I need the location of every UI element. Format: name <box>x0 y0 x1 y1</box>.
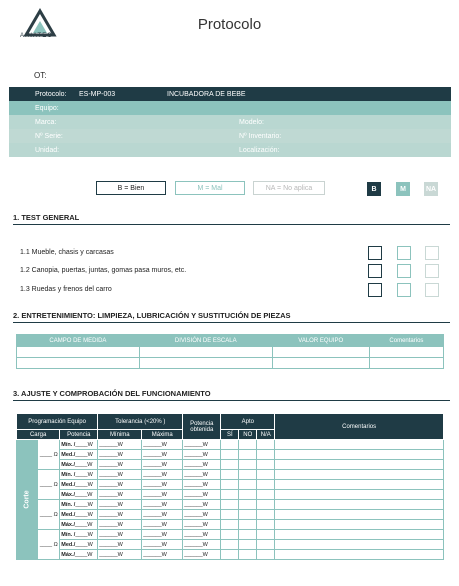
row-value: ____W <box>75 451 93 458</box>
maxima-cell[interactable]: ______W <box>142 510 183 520</box>
legend-bien: B = Bien <box>96 181 166 195</box>
apto-no-cell[interactable] <box>239 530 257 540</box>
comentarios-cell[interactable] <box>275 500 444 510</box>
row-label: Máx./ <box>61 521 76 528</box>
minima-cell[interactable]: ______W <box>98 510 142 520</box>
comentarios-cell[interactable] <box>275 450 444 460</box>
equipment-info <box>9 87 451 157</box>
legend-square-m: M <box>396 182 410 196</box>
apto-na-cell[interactable] <box>257 550 275 560</box>
apto-na-cell[interactable] <box>257 490 275 500</box>
comentarios-cell[interactable] <box>275 520 444 530</box>
table-row <box>17 500 444 510</box>
row-label: Med./ <box>61 481 76 488</box>
apto-si-cell[interactable] <box>221 480 239 490</box>
table-row <box>17 450 444 460</box>
row-label: Máx./ <box>61 461 76 468</box>
apto-na-cell[interactable] <box>257 510 275 520</box>
maintenance-table <box>16 334 444 369</box>
legend-square-na: NA <box>424 182 438 196</box>
table-cell[interactable] <box>139 347 272 358</box>
apto-na-cell[interactable] <box>257 450 275 460</box>
apto-no-cell[interactable] <box>239 510 257 520</box>
load-ohm-field[interactable]: ____ Ω <box>38 530 60 560</box>
potencia-obtenida-cell[interactable]: ______W <box>183 490 221 500</box>
marca-label: Marca: <box>35 118 57 126</box>
maxima-cell[interactable]: ______W <box>142 530 183 540</box>
table-row <box>17 510 444 520</box>
row-label: Mín. / <box>61 441 76 448</box>
checkbox-m-3[interactable] <box>397 283 411 297</box>
header-tolerancia: Tolerancia (<20% ) <box>98 414 183 430</box>
table-row <box>17 440 444 450</box>
potencia-cell[interactable] <box>60 460 98 470</box>
row-label: Med./ <box>61 451 76 458</box>
equipo-label: Equipo: <box>35 104 59 112</box>
serie-row[interactable] <box>9 129 451 143</box>
comentarios-cell[interactable] <box>275 510 444 520</box>
apto-na-cell[interactable] <box>257 470 275 480</box>
apto-na-cell[interactable] <box>257 530 275 540</box>
row-value: ____W <box>75 531 93 538</box>
comentarios-cell[interactable] <box>275 530 444 540</box>
header-na: N/A <box>257 430 275 440</box>
legend-square-b: B <box>367 182 381 196</box>
corte-text: Corte <box>23 490 31 509</box>
apto-si-cell[interactable] <box>221 470 239 480</box>
apto-na-cell[interactable] <box>257 460 275 470</box>
apto-no-cell[interactable] <box>239 540 257 550</box>
minima-cell[interactable]: ______W <box>98 530 142 540</box>
comentarios-cell[interactable] <box>275 550 444 560</box>
apto-si-cell[interactable] <box>221 500 239 510</box>
checkbox-b-2[interactable] <box>368 264 382 278</box>
minima-cell[interactable]: ______W <box>98 490 142 500</box>
header-apto: Apto <box>221 414 275 430</box>
potencia-obtenida-cell[interactable]: ______W <box>183 530 221 540</box>
apto-si-cell[interactable] <box>221 450 239 460</box>
maxima-cell[interactable]: ______W <box>142 440 183 450</box>
maxima-cell[interactable]: ______W <box>142 500 183 510</box>
potencia-obtenida-cell[interactable]: ______W <box>183 480 221 490</box>
apto-no-cell[interactable] <box>239 550 257 560</box>
potencia-obtenida-cell[interactable]: ______W <box>183 470 221 480</box>
potencia-obtenida-cell[interactable]: ______W <box>183 550 221 560</box>
maxima-cell[interactable]: ______W <box>142 480 183 490</box>
col-campo-medida: CAMPO DE MEDIDA <box>17 335 140 347</box>
header-no: NO <box>239 430 257 440</box>
item-ruedas: 1.3 Ruedas y frenos del carro <box>20 286 112 293</box>
maxima-cell[interactable]: ______W <box>142 450 183 460</box>
maxima-cell[interactable]: ______W <box>142 520 183 530</box>
row-value: ____W <box>75 521 93 528</box>
table-row <box>17 530 444 540</box>
table-row <box>17 540 444 550</box>
apto-si-cell[interactable] <box>221 510 239 520</box>
comentarios-cell[interactable] <box>275 470 444 480</box>
row-value: ____W <box>75 491 93 498</box>
table-row <box>17 358 444 369</box>
maxima-cell[interactable]: ______W <box>142 540 183 550</box>
unidad-row[interactable] <box>9 143 451 157</box>
legend-mal: M = Mal <box>175 181 245 195</box>
inventario-label: Nº Inventario: <box>239 132 282 140</box>
checkbox-m-1[interactable] <box>397 246 411 260</box>
row-label: Mín. / <box>61 501 76 508</box>
row-value: ____W <box>75 501 93 508</box>
table-row <box>17 490 444 500</box>
minima-cell[interactable]: ______W <box>98 450 142 460</box>
apto-si-cell[interactable] <box>221 550 239 560</box>
comentarios-cell[interactable] <box>275 540 444 550</box>
comentarios-cell[interactable] <box>275 490 444 500</box>
minima-cell[interactable]: ______W <box>98 500 142 510</box>
minima-cell[interactable]: ______W <box>98 480 142 490</box>
logo-text: AINATEC <box>20 33 53 39</box>
table-row <box>17 470 444 480</box>
page-title: Protocolo <box>197 16 262 33</box>
comentarios-cell[interactable] <box>275 480 444 490</box>
item-canopia: 1.2 Canopia, puertas, juntas, gomas pasa muros, etc. <box>20 267 187 274</box>
apto-no-cell[interactable] <box>239 460 257 470</box>
potencia-cell[interactable] <box>60 530 98 540</box>
apto-si-cell[interactable] <box>221 520 239 530</box>
potencia-obtenida-cell[interactable]: ______W <box>183 460 221 470</box>
row-value: ____W <box>75 511 93 518</box>
potencia-obtenida-cell[interactable]: ______W <box>183 520 221 530</box>
apto-no-cell[interactable] <box>239 500 257 510</box>
apto-si-cell[interactable] <box>221 530 239 540</box>
maxima-cell[interactable]: ______W <box>142 490 183 500</box>
equipment-name: INCUBADORA DE BEBE <box>167 90 246 98</box>
potencia-cell[interactable] <box>60 450 98 460</box>
table-cell[interactable] <box>17 358 140 369</box>
checkbox-na-1[interactable] <box>425 246 439 260</box>
potencia-cell[interactable] <box>60 520 98 530</box>
minima-cell[interactable]: ______W <box>98 550 142 560</box>
potencia-cell[interactable] <box>60 440 98 450</box>
maxima-cell[interactable]: ______W <box>142 550 183 560</box>
header-minima: Mínima <box>98 430 142 440</box>
checkbox-b-3[interactable] <box>368 283 382 297</box>
header-carga: Carga <box>17 430 60 440</box>
col-comentarios: Comentarios <box>369 335 443 347</box>
minima-cell[interactable]: ______W <box>98 520 142 530</box>
apto-no-cell[interactable] <box>239 520 257 530</box>
protocol-code: ES-MP-003 <box>79 90 116 98</box>
modelo-label: Modelo: <box>239 118 264 126</box>
apto-na-cell[interactable] <box>257 520 275 530</box>
minima-cell[interactable]: ______W <box>98 460 142 470</box>
table-cell[interactable] <box>369 347 443 358</box>
apto-si-cell[interactable] <box>221 540 239 550</box>
maxima-cell[interactable]: ______W <box>142 470 183 480</box>
potencia-cell[interactable] <box>60 510 98 520</box>
row-label: Med./ <box>61 541 76 548</box>
comentarios-cell[interactable] <box>275 460 444 470</box>
item-mueble: 1.1 Mueble, chasis y carcasas <box>20 249 114 256</box>
header-comentarios: Comentarios <box>275 414 444 440</box>
checkbox-na-2[interactable] <box>425 264 439 278</box>
apto-si-cell[interactable] <box>221 490 239 500</box>
load-ohm-field[interactable]: ____ Ω <box>38 500 60 530</box>
potencia-obtenida-cell[interactable]: ______W <box>183 500 221 510</box>
localizacion-label: Localización: <box>239 146 280 154</box>
potencia-cell[interactable] <box>60 490 98 500</box>
table-row <box>17 550 444 560</box>
col-valor-equipo: VALOR EQUIPO <box>272 335 369 347</box>
apto-na-cell[interactable] <box>257 440 275 450</box>
header-potencia-obtenida: Potencia obtenida <box>183 414 221 440</box>
apto-si-cell[interactable] <box>221 460 239 470</box>
row-value: ____W <box>75 461 93 468</box>
header-maxima: Máxima <box>142 430 183 440</box>
table-cell[interactable] <box>272 358 369 369</box>
load-ohm-field[interactable]: ____ Ω <box>38 440 60 470</box>
table-row <box>17 347 444 358</box>
section-entretenimiento-title: 2. ENTRETENIMIENTO: LIMPIEZA, LUBRICACIÓN Y SUSTITUCIÓN DE PIEZAS <box>13 311 450 323</box>
apto-no-cell[interactable] <box>239 470 257 480</box>
table-cell[interactable] <box>369 358 443 369</box>
row-value: ____W <box>75 441 93 448</box>
apto-no-cell[interactable] <box>239 490 257 500</box>
col-division-escala: DIVISIÓN DE ESCALA <box>139 335 272 347</box>
apto-si-cell[interactable] <box>221 440 239 450</box>
row-value: ____W <box>75 471 93 478</box>
checkbox-m-2[interactable] <box>397 264 411 278</box>
potencia-cell[interactable] <box>60 480 98 490</box>
table-cell[interactable] <box>139 358 272 369</box>
minima-cell[interactable]: ______W <box>98 440 142 450</box>
power-test-table <box>16 413 444 560</box>
table-row <box>17 520 444 530</box>
potencia-obtenida-cell[interactable]: ______W <box>183 450 221 460</box>
header-programacion: Programación Equipo <box>17 414 98 430</box>
potencia-obtenida-cell[interactable]: ______W <box>183 540 221 550</box>
potencia-cell[interactable] <box>60 500 98 510</box>
minima-cell[interactable]: ______W <box>98 540 142 550</box>
potencia-cell[interactable] <box>60 540 98 550</box>
unidad-label: Unidad: <box>35 146 60 154</box>
table-row <box>17 460 444 470</box>
protocol-row <box>9 87 451 101</box>
potencia-cell[interactable] <box>60 470 98 480</box>
apto-na-cell[interactable] <box>257 480 275 490</box>
table-row <box>17 480 444 490</box>
ot-label: OT: <box>34 71 47 80</box>
checkbox-na-3[interactable] <box>425 283 439 297</box>
potencia-obtenida-cell[interactable]: ______W <box>183 510 221 520</box>
serie-label: Nº Serie: <box>35 132 63 140</box>
section-test-general-title: 1. TEST GENERAL <box>13 213 450 225</box>
row-value: ____W <box>75 481 93 488</box>
header-potencia: Potencia <box>60 430 98 440</box>
protocol-label: Protocolo: <box>35 90 67 98</box>
header-si: SÍ <box>221 430 239 440</box>
load-ohm-field[interactable]: ____ Ω <box>38 470 60 500</box>
minima-cell[interactable]: ______W <box>98 470 142 480</box>
potencia-cell[interactable] <box>60 550 98 560</box>
apto-na-cell[interactable] <box>257 500 275 510</box>
row-value: ____W <box>75 551 93 558</box>
row-label: Mín. / <box>61 531 76 538</box>
potencia-obtenida-cell[interactable]: ______W <box>183 440 221 450</box>
marca-row[interactable] <box>9 115 451 129</box>
row-label: Máx./ <box>61 551 76 558</box>
apto-na-cell[interactable] <box>257 540 275 550</box>
row-label: Máx./ <box>61 491 76 498</box>
legend-na: NA = No aplica <box>253 181 325 195</box>
row-value: ____W <box>75 541 93 548</box>
row-label: Mín. / <box>61 471 76 478</box>
corte-label <box>17 440 38 560</box>
checkbox-b-1[interactable] <box>368 246 382 260</box>
section-ajuste-title: 3. AJUSTE Y COMPROBACIÓN DEL FUNCIONAMIENTO <box>13 389 450 401</box>
comentarios-cell[interactable] <box>275 440 444 450</box>
apto-no-cell[interactable] <box>239 440 257 450</box>
maxima-cell[interactable]: ______W <box>142 460 183 470</box>
apto-no-cell[interactable] <box>239 480 257 490</box>
equipo-row[interactable] <box>9 101 451 115</box>
table-cell[interactable] <box>17 347 140 358</box>
row-label: Med./ <box>61 511 76 518</box>
table-cell[interactable] <box>272 347 369 358</box>
apto-no-cell[interactable] <box>239 450 257 460</box>
